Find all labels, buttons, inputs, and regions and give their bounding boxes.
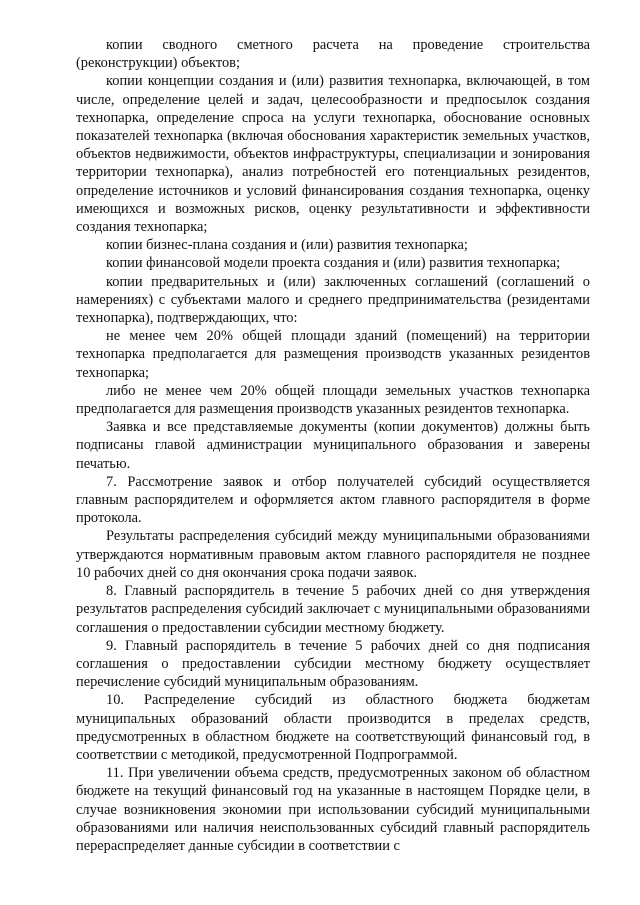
paragraph-item-8: 8. Главный распорядитель в течение 5 рабочих дней со дня утверждения результатов распределения субсидий заключает с муниципальными образованиями соглашения о предоставлении субсидии местному бюджету. [76, 583, 590, 636]
paragraph-building-area: не менее чем 20% общей площади зданий (помещений) на территории технопарка предполагается для размещения производств указанных резидентов технопарка; [76, 328, 590, 381]
document-body [76, 36, 590, 855]
paragraph-business-plan-copies: копии бизнес-плана создания и (или) развития технопарка; [106, 237, 468, 254]
paragraph-item-7: 7. Рассмотрение заявок и отбор получателей субсидий осуществляется главным распорядителем и оформляется актом главного распорядителя в форме протокола. [76, 473, 590, 527]
paragraph-financial-model-copies: копии финансовой модели проекта создания и (или) развития технопарка; [106, 255, 561, 272]
paragraph-item-10: 10. Распределение субсидий из областного бюджета бюджетам муниципальных образований области производится в пределах средств, предусмотренных в областном бюджете на соответствующий финансовый год, в соответствии с методикой, предусмотренной Подпрограммой. [76, 692, 590, 763]
paragraph-distribution-results: Результаты распределения субсидий между муниципальными образованиями утверждаются нормативным правовым актом главного распорядителя не позднее 10 рабочих дней со дня окончания срока подачи заявок. [76, 528, 590, 581]
paragraph-concept-copies: копии концепции создания и (или) развития технопарка, включающей, в том числе, определение целей и задач, целесообразности и предпосылок создания технопарка, определение спроса на услуги технопарка, обоснование основных показателей технопарка (включая обоснования характеристик земельных участков, объектов недвижимости, объектов инфраструктуры, специализации и зонирования территории технопарка), анализ потребностей его потенциальных резидентов, определение источников и условий финансирования создания технопарка, оценку имеющихся и возможных рисков, оценку результативности и эффективности создания технопарка; [76, 73, 590, 236]
paragraph-estimate-copies: копии сводного сметного расчета на проведение строительства (реконструкции) объектов; [76, 37, 590, 72]
paragraph-signature-requirement: Заявка и все представляемые документы (копии документов) должны быть подписаны главой администрации муниципального образования и заверены печатью. [76, 419, 590, 472]
paragraph-land-area: либо не менее чем 20% общей площади земельных участков технопарка предполагается для размещения производств указанных резидентов технопарка. [76, 382, 590, 418]
paragraph-item-9: 9. Главный распорядитель в течение 5 рабочих дней со дня подписания соглашения о предоставлении субсидии местному бюджету осуществляет перечисление субсидий муниципальным образованиям. [76, 637, 590, 691]
paragraph-item-11: 11. При увеличении объема средств, предусмотренных законом об областном бюджете на текущий финансовый год на указанные в настоящем Порядке цели, в случае возникновения экономии при использовании субсидий муниципальными образованиями или наличия неиспользованных субсидий главный распорядитель перераспределяет данные субсидии в соответствии с [76, 765, 590, 854]
paragraph-agreements-copies: копии предварительных и (или) заключенных соглашений (соглашений о намерениях) с субъектами малого и среднего предпринимательства (резидентами технопарка), подтверждающих, что: [76, 273, 590, 327]
